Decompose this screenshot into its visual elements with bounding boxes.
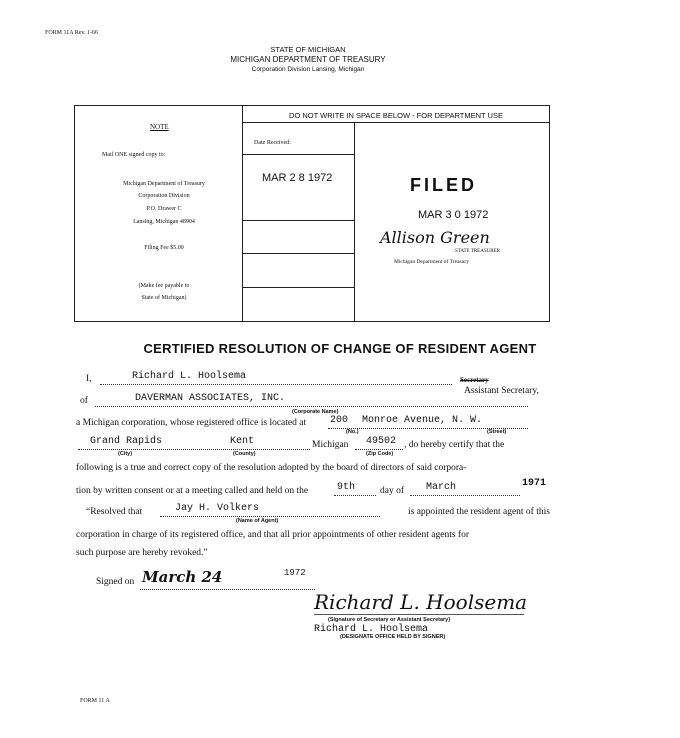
line-following: following is a true and correct copy of the resolution adopted by the board of directors of said corpora- bbox=[76, 463, 467, 473]
page-title: CERTIFIED RESOLUTION OF CHANGE OF RESIDENT AGENT bbox=[143, 341, 537, 356]
i-label: I, bbox=[86, 374, 92, 384]
payable-line-2: State of Michigan) bbox=[141, 295, 187, 301]
zip-caption: (Zip Code) bbox=[366, 451, 394, 457]
city-caption: (City) bbox=[118, 451, 133, 457]
signature-line bbox=[314, 614, 524, 615]
address-line-2: Corporation Division bbox=[138, 193, 190, 199]
line-registered-office: corporation in charge of its registered office, and that all prior appointments of other resident agents for bbox=[76, 530, 469, 540]
rule-3 bbox=[242, 253, 355, 254]
signer-name: Richard L. Hoolsema bbox=[132, 371, 247, 382]
office-street: Monroe Avenue, N. W. bbox=[362, 415, 483, 426]
address-line-4: Lansing, Michigan 48904 bbox=[133, 219, 195, 225]
year-written: 1971 bbox=[522, 478, 547, 489]
banner-underline bbox=[242, 122, 549, 123]
certify-text: , do hereby certify that the bbox=[404, 440, 505, 450]
typed-signer-name: Richard L. Hoolsema bbox=[314, 624, 429, 635]
treasurer-dept: Michigan Department of Treasury bbox=[394, 259, 469, 265]
signed-on-label: Signed on bbox=[96, 577, 135, 587]
address-line-1: Michigan Department of Treasury bbox=[123, 181, 205, 187]
zip-code: 49502 bbox=[366, 436, 397, 447]
filing-fee: Filing Fee $5.00 bbox=[144, 245, 184, 251]
form-code-bottom: FORM 11 A bbox=[80, 698, 110, 704]
signature: Richard L. Hoolsema bbox=[314, 590, 528, 614]
county: Kent bbox=[230, 436, 255, 447]
no-caption: (No.) bbox=[346, 429, 359, 435]
line-revoked: such purpose are hereby revoked.” bbox=[76, 548, 208, 558]
county-caption: (County) bbox=[233, 451, 256, 457]
office-number: 200 bbox=[330, 415, 349, 426]
payable-line-1: (Make fee payable to bbox=[138, 283, 190, 289]
day-of-label: day of bbox=[380, 486, 405, 496]
signed-year: 1972 bbox=[284, 568, 306, 578]
agent-name: Jay H. Volkers bbox=[175, 503, 260, 514]
form-code-top: FORM 11A Rev. 1-66 bbox=[45, 30, 99, 36]
box-divider-left bbox=[242, 105, 243, 321]
treasurer-title: STATE TREASURER bbox=[455, 249, 500, 254]
address-text: a Michigan corporation, whose registered office is located at bbox=[76, 418, 307, 428]
header-division: Corporation Division Lansing, Michigan bbox=[251, 66, 365, 73]
rule-4 bbox=[242, 287, 355, 288]
signature-caption: (Signature of Secretary or Assistant Secretary) bbox=[328, 617, 451, 623]
month: March bbox=[426, 482, 457, 493]
header-state: STATE OF MICHIGAN bbox=[270, 45, 346, 54]
day: 9th bbox=[337, 482, 356, 493]
rule-2 bbox=[242, 220, 355, 221]
agent-caption: (Name of Agent) bbox=[236, 518, 279, 524]
date-received-label: Date Received: bbox=[254, 140, 291, 146]
address-line-3: P.O. Drawer C bbox=[146, 206, 182, 212]
signed-date-line bbox=[140, 578, 315, 590]
corp-name-caption: (Corporate Name) bbox=[292, 409, 339, 415]
city: Grand Rapids bbox=[90, 436, 163, 447]
signed-date-handwritten: March 24 bbox=[142, 568, 223, 586]
of-label: of bbox=[80, 396, 88, 406]
date-received-stamp: MAR 2 8 1972 bbox=[262, 172, 333, 184]
corporation-name: DAVERMAN ASSOCIATES, INC. bbox=[135, 393, 286, 404]
line-written-consent: tion by written consent or at a meeting called and held on the bbox=[76, 486, 309, 496]
secretary-struck: Secretary bbox=[460, 376, 489, 384]
rule-1 bbox=[242, 154, 355, 155]
appointed-text: is appointed the resident agent of this bbox=[408, 507, 550, 517]
treasurer-signature: Allison Green bbox=[380, 228, 490, 247]
office-held-caption: (DESIGNATE OFFICE HELD BY SIGNER) bbox=[340, 634, 446, 640]
michigan-label: Michigan bbox=[312, 440, 349, 450]
assistant-secretary: Assistant Secretary, bbox=[464, 386, 539, 396]
street-caption: (Street) bbox=[487, 429, 507, 435]
header-department: MICHIGAN DEPARTMENT OF TREASURY bbox=[230, 55, 386, 64]
note-title: NOTE bbox=[150, 123, 169, 131]
filed-date-stamp: MAR 3 0 1972 bbox=[418, 209, 489, 221]
filed-stamp: FILED bbox=[410, 175, 477, 195]
mail-line: Mail ONE signed copy to: bbox=[102, 152, 166, 158]
resolved-text: “Resolved that bbox=[86, 507, 143, 517]
box-divider-right bbox=[354, 122, 355, 321]
dept-use-banner: DO NOT WRITE IN SPACE BELOW - FOR DEPARTMENT USE bbox=[289, 111, 503, 120]
